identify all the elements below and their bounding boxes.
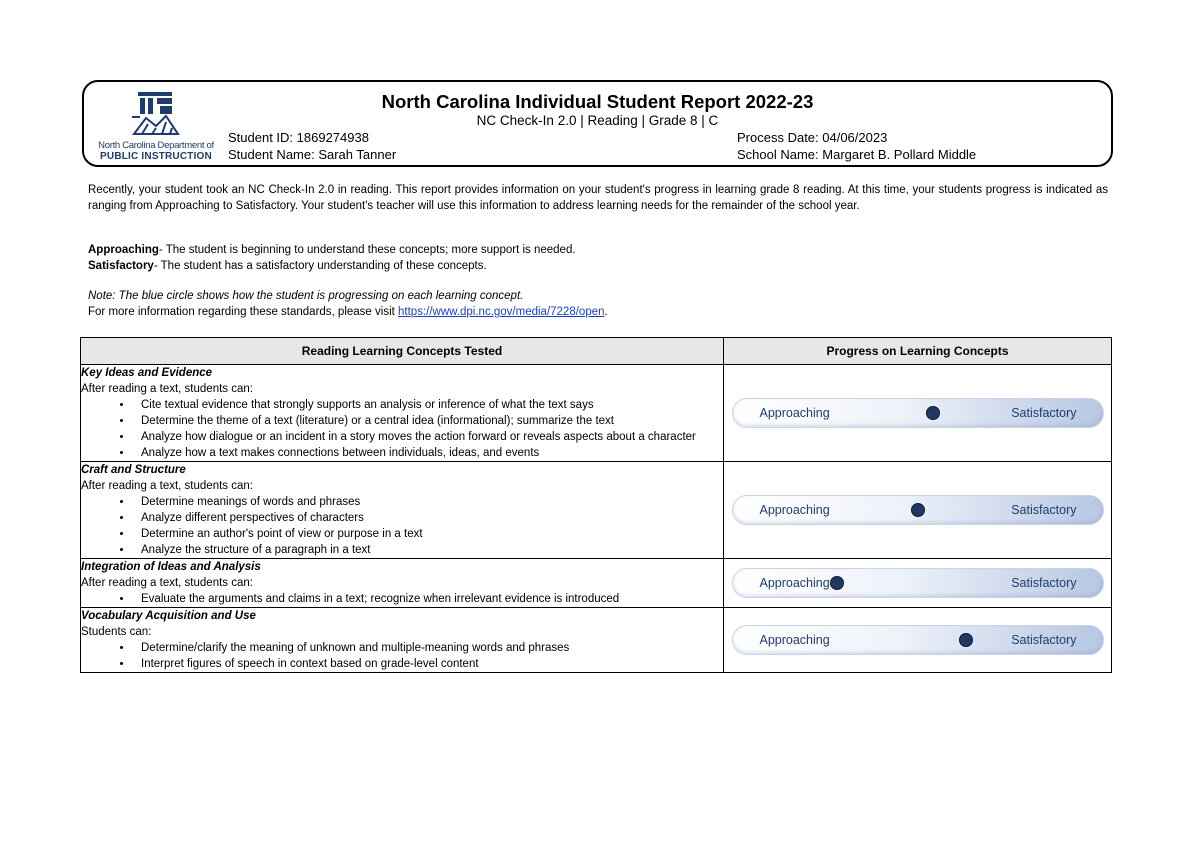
report-title: North Carolina Individual Student Report 2022-23 bbox=[381, 91, 814, 112]
concept-cell bbox=[81, 608, 724, 673]
concept-bullet: • Interpret figures of speech in context based on grade-level content bbox=[133, 656, 723, 672]
school-name: School Name: Margaret B. Pollard Middle bbox=[737, 147, 977, 162]
learning-concepts-table bbox=[80, 337, 1112, 673]
more-info-line bbox=[88, 304, 608, 320]
concept-cell bbox=[81, 462, 724, 559]
note-italic: Note: The blue circle shows how the student is progressing on each learning concept. bbox=[88, 290, 524, 302]
student-name: Student Name: Sarah Tanner bbox=[228, 147, 397, 162]
standards-link[interactable]: https://www.dpi.nc.gov/media/7228/open bbox=[398, 306, 605, 318]
scale-label-approaching: Approaching bbox=[759, 406, 830, 420]
scale-label-satisfactory: Satisfactory bbox=[1011, 406, 1077, 420]
progress-scale bbox=[732, 398, 1104, 428]
progress-cell bbox=[724, 365, 1112, 462]
satisfactory-term: Satisfactory bbox=[88, 260, 154, 272]
report-header bbox=[82, 80, 1113, 167]
satisfactory-text: - The student has a satisfactory understanding of these concepts. bbox=[153, 260, 487, 272]
progress-cell bbox=[724, 608, 1112, 673]
logo-public-instruction-text: PUBLIC INSTRUCTION bbox=[100, 151, 212, 162]
more-info-prefix: For more information regarding these standards, please visit bbox=[88, 306, 399, 318]
concept-title: Vocabulary Acquisition and Use bbox=[81, 610, 256, 622]
approaching-term: Approaching bbox=[88, 244, 159, 256]
concept-bullet: • Analyze the structure of a paragraph in a text bbox=[133, 542, 723, 558]
progress-cell bbox=[724, 462, 1112, 559]
concept-title: Craft and Structure bbox=[81, 464, 186, 476]
concept-bullet: • Determine/clarify the meaning of unknown and multiple-meaning words and phrases bbox=[133, 640, 723, 656]
concept-bullet: • Analyze how a text makes connections between individuals, ideas, and events bbox=[133, 445, 723, 461]
concept-bullet: • Analyze how dialogue or an incident in a story moves the action forward or reveals aspects about a character bbox=[133, 429, 723, 445]
scale-label-approaching: Approaching bbox=[759, 503, 830, 517]
table-row bbox=[81, 365, 1112, 462]
col-header-progress: Progress on Learning Concepts bbox=[724, 338, 1112, 365]
table-row bbox=[81, 462, 1112, 559]
progress-marker bbox=[911, 503, 925, 517]
student-id: Student ID: 1869274938 bbox=[228, 130, 369, 145]
progress-marker bbox=[926, 406, 940, 420]
definition-approaching bbox=[88, 242, 576, 258]
concept-bullet: • Cite textual evidence that strongly supports an analysis or inference of what the text says bbox=[133, 397, 723, 413]
concept-intro: After reading a text, students can: bbox=[81, 383, 253, 395]
table-row bbox=[81, 559, 1112, 608]
col-header-concepts: Reading Learning Concepts Tested bbox=[81, 338, 724, 365]
scale-label-satisfactory: Satisfactory bbox=[1011, 633, 1077, 647]
concept-intro: Students can: bbox=[81, 626, 152, 638]
concept-bullet: • Determine meanings of words and phrases bbox=[133, 494, 723, 510]
concept-bullet: • Determine the theme of a text (literature) or a central idea (informational); summarize the text bbox=[133, 413, 723, 429]
concept-title: Integration of Ideas and Analysis bbox=[81, 561, 261, 573]
progress-cell bbox=[724, 559, 1112, 608]
intro-paragraph: Recently, your student took an NC Check-In 2.0 in reading. This report provides information on your student's progress in learning grade 8 reading. At this time, your students progress is indicated as ranging from Approaching to Satisfactory. Your student's teacher will use this information to address learning needs for the remainder of the school year. bbox=[88, 184, 1108, 212]
more-info-suffix: . bbox=[604, 306, 608, 318]
concept-intro: After reading a text, students can: bbox=[81, 480, 253, 492]
progress-scale bbox=[732, 495, 1104, 525]
process-date: Process Date: 04/06/2023 bbox=[737, 130, 888, 145]
concept-title: Key Ideas and Evidence bbox=[81, 367, 213, 379]
logo-department-text: North Carolina Department of bbox=[98, 140, 214, 151]
scale-label-satisfactory: Satisfactory bbox=[1011, 503, 1077, 517]
concept-bullet: • Analyze different perspectives of characters bbox=[133, 510, 723, 526]
scale-label-approaching: Approaching bbox=[759, 576, 830, 590]
definition-satisfactory bbox=[88, 258, 487, 274]
progress-marker bbox=[959, 633, 973, 647]
report-subtitle: NC Check-In 2.0 | Reading | Grade 8 | C bbox=[476, 113, 719, 128]
scale-label-satisfactory: Satisfactory bbox=[1011, 576, 1077, 590]
approaching-text: - The student is beginning to understand these concepts; more support is needed. bbox=[158, 244, 576, 256]
concept-bullet: • Determine an author's point of view or purpose in a text bbox=[133, 526, 723, 542]
concept-intro: After reading a text, students can: bbox=[81, 577, 253, 589]
progress-scale bbox=[732, 625, 1104, 655]
progress-scale bbox=[732, 568, 1104, 598]
scale-label-approaching: Approaching bbox=[759, 633, 830, 647]
table-row bbox=[81, 608, 1112, 673]
concept-cell bbox=[81, 365, 724, 462]
concept-cell bbox=[81, 559, 724, 608]
progress-marker bbox=[830, 576, 844, 590]
concept-bullet: • Evaluate the arguments and claims in a text; recognize when irrelevant evidence is introduced bbox=[133, 591, 723, 607]
note-line bbox=[88, 288, 523, 304]
